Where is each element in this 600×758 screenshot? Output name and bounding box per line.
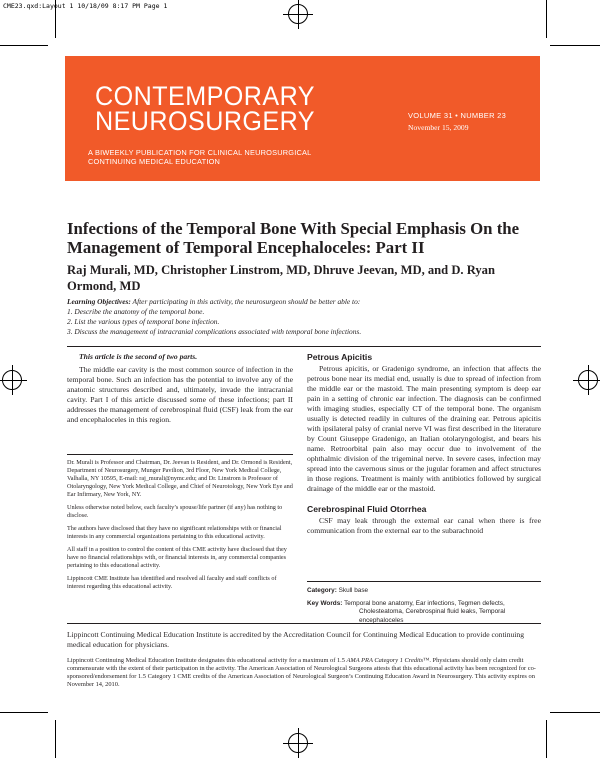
registration-mark-left: [2, 370, 22, 390]
footer-divider: [67, 623, 541, 624]
print-slug: CME23.qxd:Layout 1 10/18/09 8:17 PM Page 1: [3, 2, 168, 10]
category-value: Skull base: [338, 587, 369, 594]
registration-mark-bottom: [288, 733, 308, 753]
registration-mark-right: [578, 370, 598, 390]
journal-subtitle-line1: A BIWEEKLY PUBLICATION FOR CLINICAL NEUROSURGICAL: [88, 148, 312, 157]
crop-mark: [546, 0, 547, 38]
designation-text: ™. Physicians should only claim credit commensurate with the extent of their participation in the activity. The American Association of Neurological Surgeons attests that this educational activity has been recognized for co-sponsored/endorsement for 1.5 Category 1 CME credits of the American Association of Neurological Surgeon’s Continuing Education Award in Neurosurgery. This activity expires on November 14, 2010.: [67, 657, 536, 688]
crop-mark: [55, 720, 56, 758]
right-column: [307, 352, 541, 536]
divider: [67, 346, 541, 347]
learning-objectives: [67, 297, 542, 337]
journal-title-line1: CONTEMPORARY: [95, 81, 315, 111]
crop-mark: [550, 45, 600, 46]
journal-title: [95, 81, 315, 136]
author-notes: [67, 459, 293, 596]
journal-subtitle: [88, 148, 312, 166]
objective-item: 3. Discuss the management of intracranial complications associated with temporal bone infections.: [67, 327, 362, 336]
designation-statement: [67, 657, 541, 689]
crop-mark: [0, 712, 48, 713]
notes-divider: [67, 454, 293, 455]
article-title: Infections of the Temporal Bone With Special Emphasis On the Management of Temporal Encephaloceles: Part II: [67, 219, 520, 257]
registration-mark-top: [288, 4, 308, 24]
left-column: [67, 352, 293, 425]
body-paragraph: CSF may leak through the external ear canal when there is free communication from the external ear to the subarachnoid: [307, 516, 541, 535]
accreditation-footer: [67, 630, 541, 696]
keywords-label: Key Words:: [307, 599, 343, 607]
series-note: This article is the second of two parts.: [79, 352, 198, 361]
section-heading: Petrous Apicitis: [307, 352, 373, 362]
note-disclosure: Lippincott CME Institute has identified and resolved all faculty and staff conflicts of interest regarding this educational activity.: [67, 575, 277, 590]
crop-mark: [550, 712, 600, 713]
body-paragraph: Petrous apicitis, or Gradenigo syndrome, an infection that affects the petrous bone near its medial end, usually is due to spread of infection from the middle ear or the mastoid. The main presenting symptom is deep ear pain in a setting of chronic ear infection. The diagnosis can be confirmed with imaging studies, especially CT of the temporal bone. The organism usually is detected readily in cultures of the draining ear. Petrous apicitis with ipsilateral palsy of cranial nerve VI was first described in the literature by Count Giuseppe Gradenigo, an Italian otolaryngologist, and bears his name. Retroorbital pain also may occur due to involvement of the ophthalmic division of the trigeminal nerve. In severe cases, infection may spread into the cavernous sinus or the jugular foramen and affect structures in those regions. Treatment is mainly with antibiotics followed by surgical drainage of the middle ear or the mastoid.: [307, 364, 541, 493]
journal-subtitle-line2: CONTINUING MEDICAL EDUCATION: [88, 157, 221, 166]
note-affiliations: Dr. Murali is Professor and Chairman, Dr. Jeevan is Resident, and Dr. Ormond is Resident, Department of Neurosurgery, Munger Pavilion, 3rd Floor, New York Medical College, Valhalla, NY 10595, E-mail: raj_murali@nymc.edu; and Dr. Linstrom is Professor of Otolaryngology, New York Medical College, and Chief of Neurotology, New York Eye and Ear Infirmary, New York, NY.: [67, 459, 293, 498]
crop-mark: [0, 45, 48, 46]
note-disclosure: All staff in a position to control the content of this CME activity have disclosed that they have no financial relationships with, or financial interests in, any commercial companies pertaining to this educational activity.: [67, 546, 287, 569]
credit-name: AMA PRA Category 1 Credits: [346, 657, 424, 664]
note-disclosure: The authors have disclosed that they have no significant relationships with or financial interests in any commercial organizations pertaining to this educational activity.: [67, 525, 282, 540]
accreditation-statement: Lippincott Continuing Medical Education Institute is accredited by the Accreditation Council for Continuing Medical Education to provide continuing medical education for physicians.: [67, 630, 525, 649]
category-box: [307, 587, 541, 625]
category-divider: [307, 581, 541, 582]
designation-text: Lippincott Continuing Medical Education Institute designates this educational activity for a maximum of 1.5: [67, 657, 347, 664]
body-paragraph: The middle ear cavity is the most common source of infection in the temporal bone. Such an infection has the potential to involve any of the anatomic structures described and, ultimately, invade the intracranial cavity. Part I of this article discussed some of these infections; part II addresses the management of cerebrospinal fluid (CSF) leak from the ear and encephaloceles in this region.: [67, 365, 293, 424]
issue-date: November 15, 2009: [408, 123, 469, 132]
crop-mark: [546, 720, 547, 758]
article-authors: Raj Murali, MD, Christopher Linstrom, MD, Dhruve Jeevan, MD, and D. Ryan Ormond, MD: [67, 263, 495, 293]
keywords-line: Cholesteatoma, Cerebrospinal fluid leaks, Temporal encephaloceles: [359, 608, 506, 624]
category-label: Category:: [307, 587, 337, 594]
volume-number: VOLUME 31 • NUMBER 23: [408, 111, 507, 120]
objectives-intro: After participating in this activity, the neurosurgeon should be better able to:: [130, 297, 361, 306]
journal-title-line2: NEUROSURGERY: [95, 106, 315, 136]
crop-mark: [55, 0, 56, 38]
objective-item: 1. Describe the anatomy of the temporal bone.: [67, 307, 205, 316]
note-disclosure: Unless otherwise noted below, each faculty’s spouse/life partner (if any) has nothing to disclose.: [67, 504, 283, 519]
section-heading: Cerebrospinal Fluid Otorrhea: [307, 504, 427, 514]
keywords-line: Temporal bone anatomy, Ear infections, Tegmen defects,: [344, 599, 505, 607]
objective-item: 2. List the various types of temporal bone infection.: [67, 317, 220, 326]
objectives-label: Learning Objectives:: [67, 297, 131, 306]
